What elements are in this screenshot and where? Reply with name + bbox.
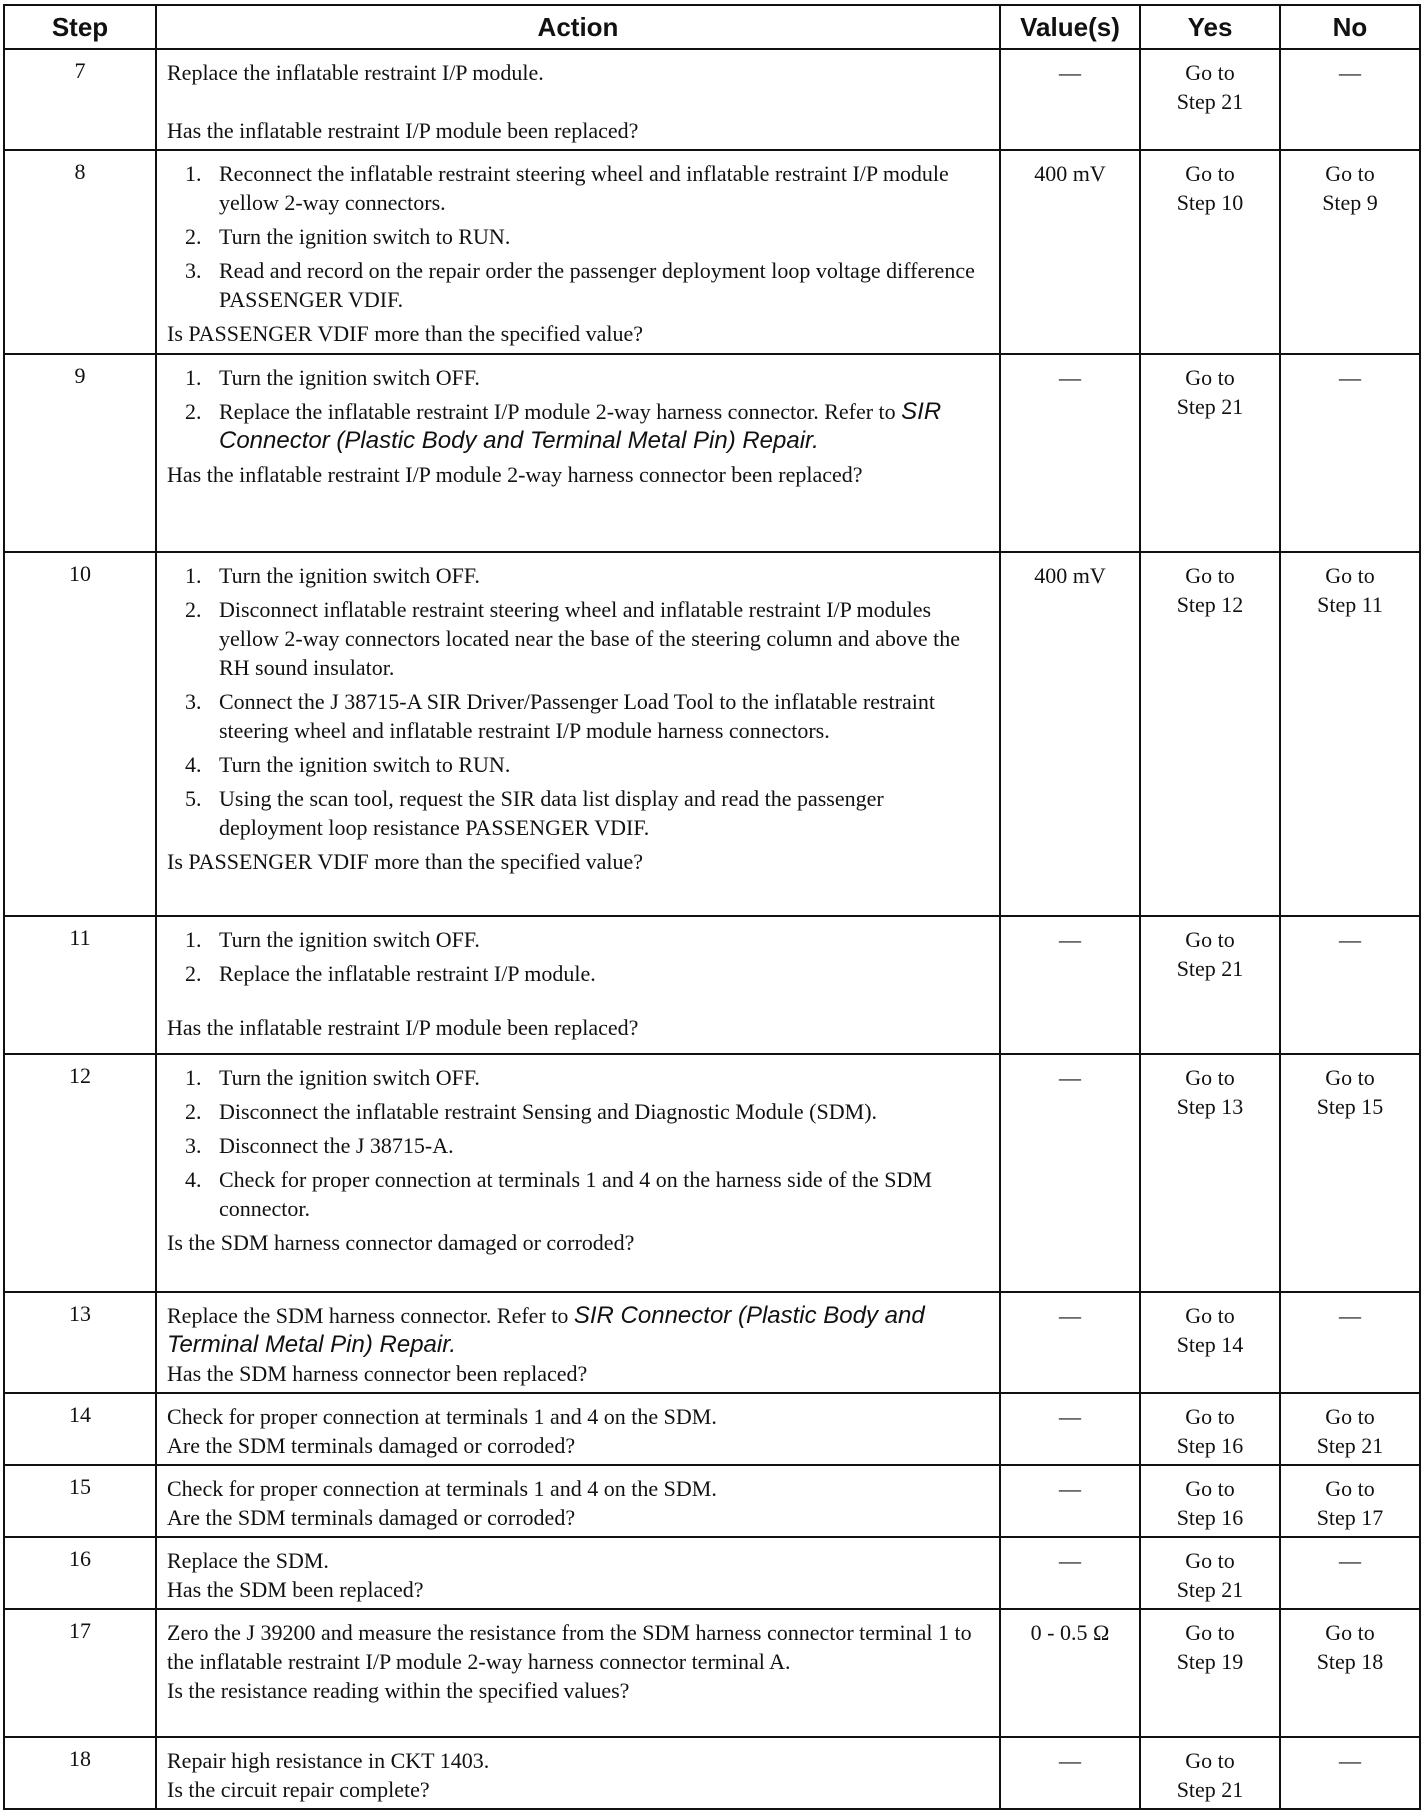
instruction-item <box>167 1063 989 1092</box>
no-goto: Go to <box>1325 1476 1375 1501</box>
instruction-item <box>167 925 989 954</box>
no-cell <box>1280 49 1420 150</box>
no-cell <box>1280 1393 1420 1465</box>
yes-step: Step 14 <box>1176 1332 1244 1357</box>
diagnostic-table <box>3 4 1421 1810</box>
action-question: Is the circuit repair complete? <box>167 1777 430 1802</box>
no-cell <box>1280 916 1420 1054</box>
instruction-number: 1. <box>185 927 202 952</box>
action-question: Has the inflatable restraint I/P module been replaced? <box>167 118 639 143</box>
yes-goto: Go to <box>1185 1065 1235 1090</box>
value-cell: — <box>1000 1465 1140 1537</box>
no-value: — <box>1339 927 1361 952</box>
instruction-number: 1. <box>185 365 202 390</box>
action-text: Replace the inflatable restraint I/P module. <box>167 60 544 85</box>
instruction-number: 3. <box>185 258 202 283</box>
instruction-text: Disconnect the inflatable restraint Sensing and Diagnostic Module (SDM). <box>219 1099 878 1124</box>
no-step: Step 21 <box>1316 1433 1384 1458</box>
instruction-list <box>167 925 989 988</box>
action-question: Has the SDM harness connector been replaced? <box>167 1361 588 1386</box>
yes-cell <box>1140 552 1280 916</box>
instruction-item <box>167 397 989 455</box>
instruction-text: Turn the ignition switch OFF. <box>219 927 480 952</box>
yes-goto: Go to <box>1185 927 1235 952</box>
step-number: 15 <box>4 1465 156 1537</box>
instruction-item <box>167 222 989 251</box>
action-question: Are the SDM terminals damaged or corroded? <box>167 1433 576 1458</box>
value-cell: — <box>1000 1537 1140 1609</box>
action-question: Has the inflatable restraint I/P module been replaced? <box>167 1015 639 1040</box>
step-number: 12 <box>4 1054 156 1292</box>
action-cell <box>156 1537 1000 1609</box>
action-cell <box>156 1609 1000 1737</box>
yes-cell <box>1140 354 1280 552</box>
action-cell <box>156 49 1000 150</box>
no-step: Step 18 <box>1316 1649 1384 1674</box>
no-goto: Go to <box>1325 563 1375 588</box>
instruction-number: 4. <box>185 1167 202 1192</box>
yes-goto: Go to <box>1185 1620 1235 1645</box>
no-cell <box>1280 354 1420 552</box>
instruction-number: 1. <box>185 563 202 588</box>
yes-step: Step 21 <box>1176 956 1244 981</box>
action-text: Check for proper connection at terminals 1 and 4 on the SDM. <box>167 1404 717 1429</box>
instruction-text: Connect the J 38715-A SIR Driver/Passenger Load Tool to the inflatable restraint steering wheel and inflatable restraint I/P module harness connectors. <box>219 689 935 743</box>
yes-goto: Go to <box>1185 1404 1235 1429</box>
value-cell: — <box>1000 1737 1140 1809</box>
instruction-item <box>167 784 989 842</box>
instruction-item <box>167 750 989 779</box>
value-cell: — <box>1000 354 1140 552</box>
reference-link[interactable]: SIR Connector (Plastic Body and Terminal Metal Pin) Repair. <box>167 1302 925 1358</box>
action-cell <box>156 1737 1000 1809</box>
yes-cell <box>1140 1465 1280 1537</box>
yes-step: Step 16 <box>1176 1505 1244 1530</box>
yes-cell <box>1140 1393 1280 1465</box>
instruction-item <box>167 256 989 314</box>
instruction-list <box>167 159 989 314</box>
action-cell <box>156 1292 1000 1393</box>
yes-cell <box>1140 916 1280 1054</box>
instruction-text: Turn the ignition switch OFF. <box>219 563 480 588</box>
yes-step: Step 19 <box>1176 1649 1244 1674</box>
step-number: 13 <box>4 1292 156 1393</box>
value-cell: — <box>1000 916 1140 1054</box>
action-cell <box>156 354 1000 552</box>
instruction-text: Read and record on the repair order the passenger deployment loop voltage difference PASSENGER VDIF. <box>219 258 975 312</box>
yes-cell <box>1140 1609 1280 1737</box>
no-cell <box>1280 1609 1420 1737</box>
step-number: 14 <box>4 1393 156 1465</box>
header-values: Value(s) <box>1000 5 1140 49</box>
no-step: Step 17 <box>1316 1505 1384 1530</box>
table-row <box>4 1292 1420 1393</box>
action-cell <box>156 150 1000 354</box>
step-number: 7 <box>4 49 156 150</box>
yes-goto: Go to <box>1185 563 1235 588</box>
instruction-item <box>167 561 989 590</box>
instruction-text: Turn the ignition switch OFF. <box>219 365 480 390</box>
table-row <box>4 552 1420 916</box>
header-yes: Yes <box>1140 5 1280 49</box>
action-question: Is PASSENGER VDIF more than the specified value? <box>167 321 643 346</box>
no-value: — <box>1339 1548 1361 1573</box>
yes-step: Step 13 <box>1176 1094 1244 1119</box>
no-cell <box>1280 150 1420 354</box>
no-cell <box>1280 552 1420 916</box>
value-cell: — <box>1000 1054 1140 1292</box>
instruction-item <box>167 595 989 682</box>
action-cell <box>156 1393 1000 1465</box>
table-row <box>4 150 1420 354</box>
action-text: Check for proper connection at terminals 1 and 4 on the SDM. <box>167 1476 717 1501</box>
instruction-number: 5. <box>185 786 202 811</box>
action-question: Has the inflatable restraint I/P module 2-way harness connector been replaced? <box>167 462 863 487</box>
instruction-number: 3. <box>185 1133 202 1158</box>
action-cell <box>156 916 1000 1054</box>
table-row <box>4 1737 1420 1809</box>
instruction-item <box>167 159 989 217</box>
yes-goto: Go to <box>1185 365 1235 390</box>
step-number: 8 <box>4 150 156 354</box>
yes-goto: Go to <box>1185 60 1235 85</box>
yes-cell <box>1140 1292 1280 1393</box>
no-cell <box>1280 1465 1420 1537</box>
yes-goto: Go to <box>1185 1748 1235 1773</box>
instruction-number: 2. <box>185 224 202 249</box>
header-step: Step <box>4 5 156 49</box>
no-cell <box>1280 1737 1420 1809</box>
instruction-number: 2. <box>185 1099 202 1124</box>
table-row <box>4 1537 1420 1609</box>
yes-goto: Go to <box>1185 161 1235 186</box>
table-row <box>4 1465 1420 1537</box>
table-row <box>4 1393 1420 1465</box>
yes-step: Step 12 <box>1176 592 1244 617</box>
value-cell: — <box>1000 1292 1140 1393</box>
yes-cell <box>1140 1537 1280 1609</box>
yes-step: Step 21 <box>1176 1777 1244 1802</box>
instruction-number: 1. <box>185 1065 202 1090</box>
action-cell <box>156 1054 1000 1292</box>
instruction-item <box>167 959 989 988</box>
action-question: Has the SDM been replaced? <box>167 1577 424 1602</box>
yes-goto: Go to <box>1185 1303 1235 1328</box>
instruction-text: Replace the inflatable restraint I/P module 2-way harness connector. Refer to <box>219 399 896 424</box>
instruction-item <box>167 1165 989 1223</box>
table-row <box>4 354 1420 552</box>
no-value: — <box>1339 60 1361 85</box>
instruction-text: Check for proper connection at terminals 1 and 4 on the harness side of the SDM connector. <box>219 1167 932 1221</box>
instruction-text: Reconnect the inflatable restraint steering wheel and inflatable restraint I/P module yellow 2-way connectors. <box>219 161 949 215</box>
yes-step: Step 21 <box>1176 89 1244 114</box>
step-number: 10 <box>4 552 156 916</box>
yes-step: Step 10 <box>1176 190 1244 215</box>
no-cell <box>1280 1537 1420 1609</box>
instruction-text: Using the scan tool, request the SIR data list display and read the passenger deployment loop resistance PASSENGER VDIF. <box>219 786 884 840</box>
yes-goto: Go to <box>1185 1548 1235 1573</box>
reference-link[interactable]: SIR Connector (Plastic Body and Terminal Metal Pin) Repair. <box>219 398 942 454</box>
no-cell <box>1280 1292 1420 1393</box>
instruction-number: 2. <box>185 597 202 622</box>
instruction-number: 2. <box>185 961 202 986</box>
table-row <box>4 916 1420 1054</box>
action-question: Is the resistance reading within the specified values? <box>167 1678 630 1703</box>
yes-step: Step 21 <box>1176 394 1244 419</box>
header-no: No <box>1280 5 1420 49</box>
action-text: Repair high resistance in CKT 1403. <box>167 1748 490 1773</box>
value-cell: 0 - 0.5 Ω <box>1000 1609 1140 1737</box>
step-number: 17 <box>4 1609 156 1737</box>
yes-step: Step 21 <box>1176 1577 1244 1602</box>
no-value: — <box>1339 1303 1361 1328</box>
value-cell: 400 mV <box>1000 150 1140 354</box>
step-number: 11 <box>4 916 156 1054</box>
value-cell: — <box>1000 49 1140 150</box>
value-cell: — <box>1000 1393 1140 1465</box>
no-goto: Go to <box>1325 161 1375 186</box>
no-goto: Go to <box>1325 1404 1375 1429</box>
table-row <box>4 1054 1420 1292</box>
table-row <box>4 1609 1420 1737</box>
table-row <box>4 49 1420 150</box>
instruction-number: 1. <box>185 161 202 186</box>
no-step: Step 9 <box>1322 190 1378 215</box>
yes-cell <box>1140 1737 1280 1809</box>
instruction-list <box>167 1063 989 1223</box>
instruction-text: Turn the ignition switch to RUN. <box>219 224 511 249</box>
instruction-number: 2. <box>185 399 202 424</box>
action-text: Replace the SDM. <box>167 1548 329 1573</box>
instruction-text: Turn the ignition switch OFF. <box>219 1065 480 1090</box>
instruction-item <box>167 1097 989 1126</box>
no-step: Step 11 <box>1317 592 1383 617</box>
instruction-item <box>167 687 989 745</box>
no-value: — <box>1339 365 1361 390</box>
no-goto: Go to <box>1325 1065 1375 1090</box>
no-cell <box>1280 1054 1420 1292</box>
instruction-item <box>167 363 989 392</box>
instruction-list <box>167 363 989 455</box>
action-cell <box>156 552 1000 916</box>
yes-cell <box>1140 150 1280 354</box>
yes-goto: Go to <box>1185 1476 1235 1501</box>
step-number: 9 <box>4 354 156 552</box>
step-number: 18 <box>4 1737 156 1809</box>
no-step: Step 15 <box>1316 1094 1384 1119</box>
instruction-text: Turn the ignition switch to RUN. <box>219 752 511 777</box>
instruction-text: Disconnect inflatable restraint steering wheel and inflatable restraint I/P modules yellow 2-way connectors located near the base of the steering column and above the RH sound insulator. <box>219 597 960 680</box>
action-cell <box>156 1465 1000 1537</box>
action-question: Is PASSENGER VDIF more than the specified value? <box>167 849 643 874</box>
action-question: Are the SDM terminals damaged or corroded? <box>167 1505 576 1530</box>
header-row <box>4 5 1420 49</box>
yes-step: Step 16 <box>1176 1433 1244 1458</box>
instruction-list <box>167 561 989 842</box>
no-goto: Go to <box>1325 1620 1375 1645</box>
action-text: Zero the J 39200 and measure the resistance from the SDM harness connector terminal 1 to the inflatable restraint I/P module 2-way harness connector terminal A. <box>167 1620 972 1674</box>
instruction-item <box>167 1131 989 1160</box>
value-cell: 400 mV <box>1000 552 1140 916</box>
instruction-number: 3. <box>185 689 202 714</box>
header-action: Action <box>156 5 1000 49</box>
action-text: Replace the SDM harness connector. Refer to <box>167 1303 569 1328</box>
no-value: — <box>1339 1748 1361 1773</box>
instruction-number: 4. <box>185 752 202 777</box>
yes-cell <box>1140 1054 1280 1292</box>
step-number: 16 <box>4 1537 156 1609</box>
instruction-text: Disconnect the J 38715-A. <box>219 1133 454 1158</box>
instruction-text: Replace the inflatable restraint I/P module. <box>219 961 596 986</box>
action-question: Is the SDM harness connector damaged or corroded? <box>167 1230 635 1255</box>
yes-cell <box>1140 49 1280 150</box>
